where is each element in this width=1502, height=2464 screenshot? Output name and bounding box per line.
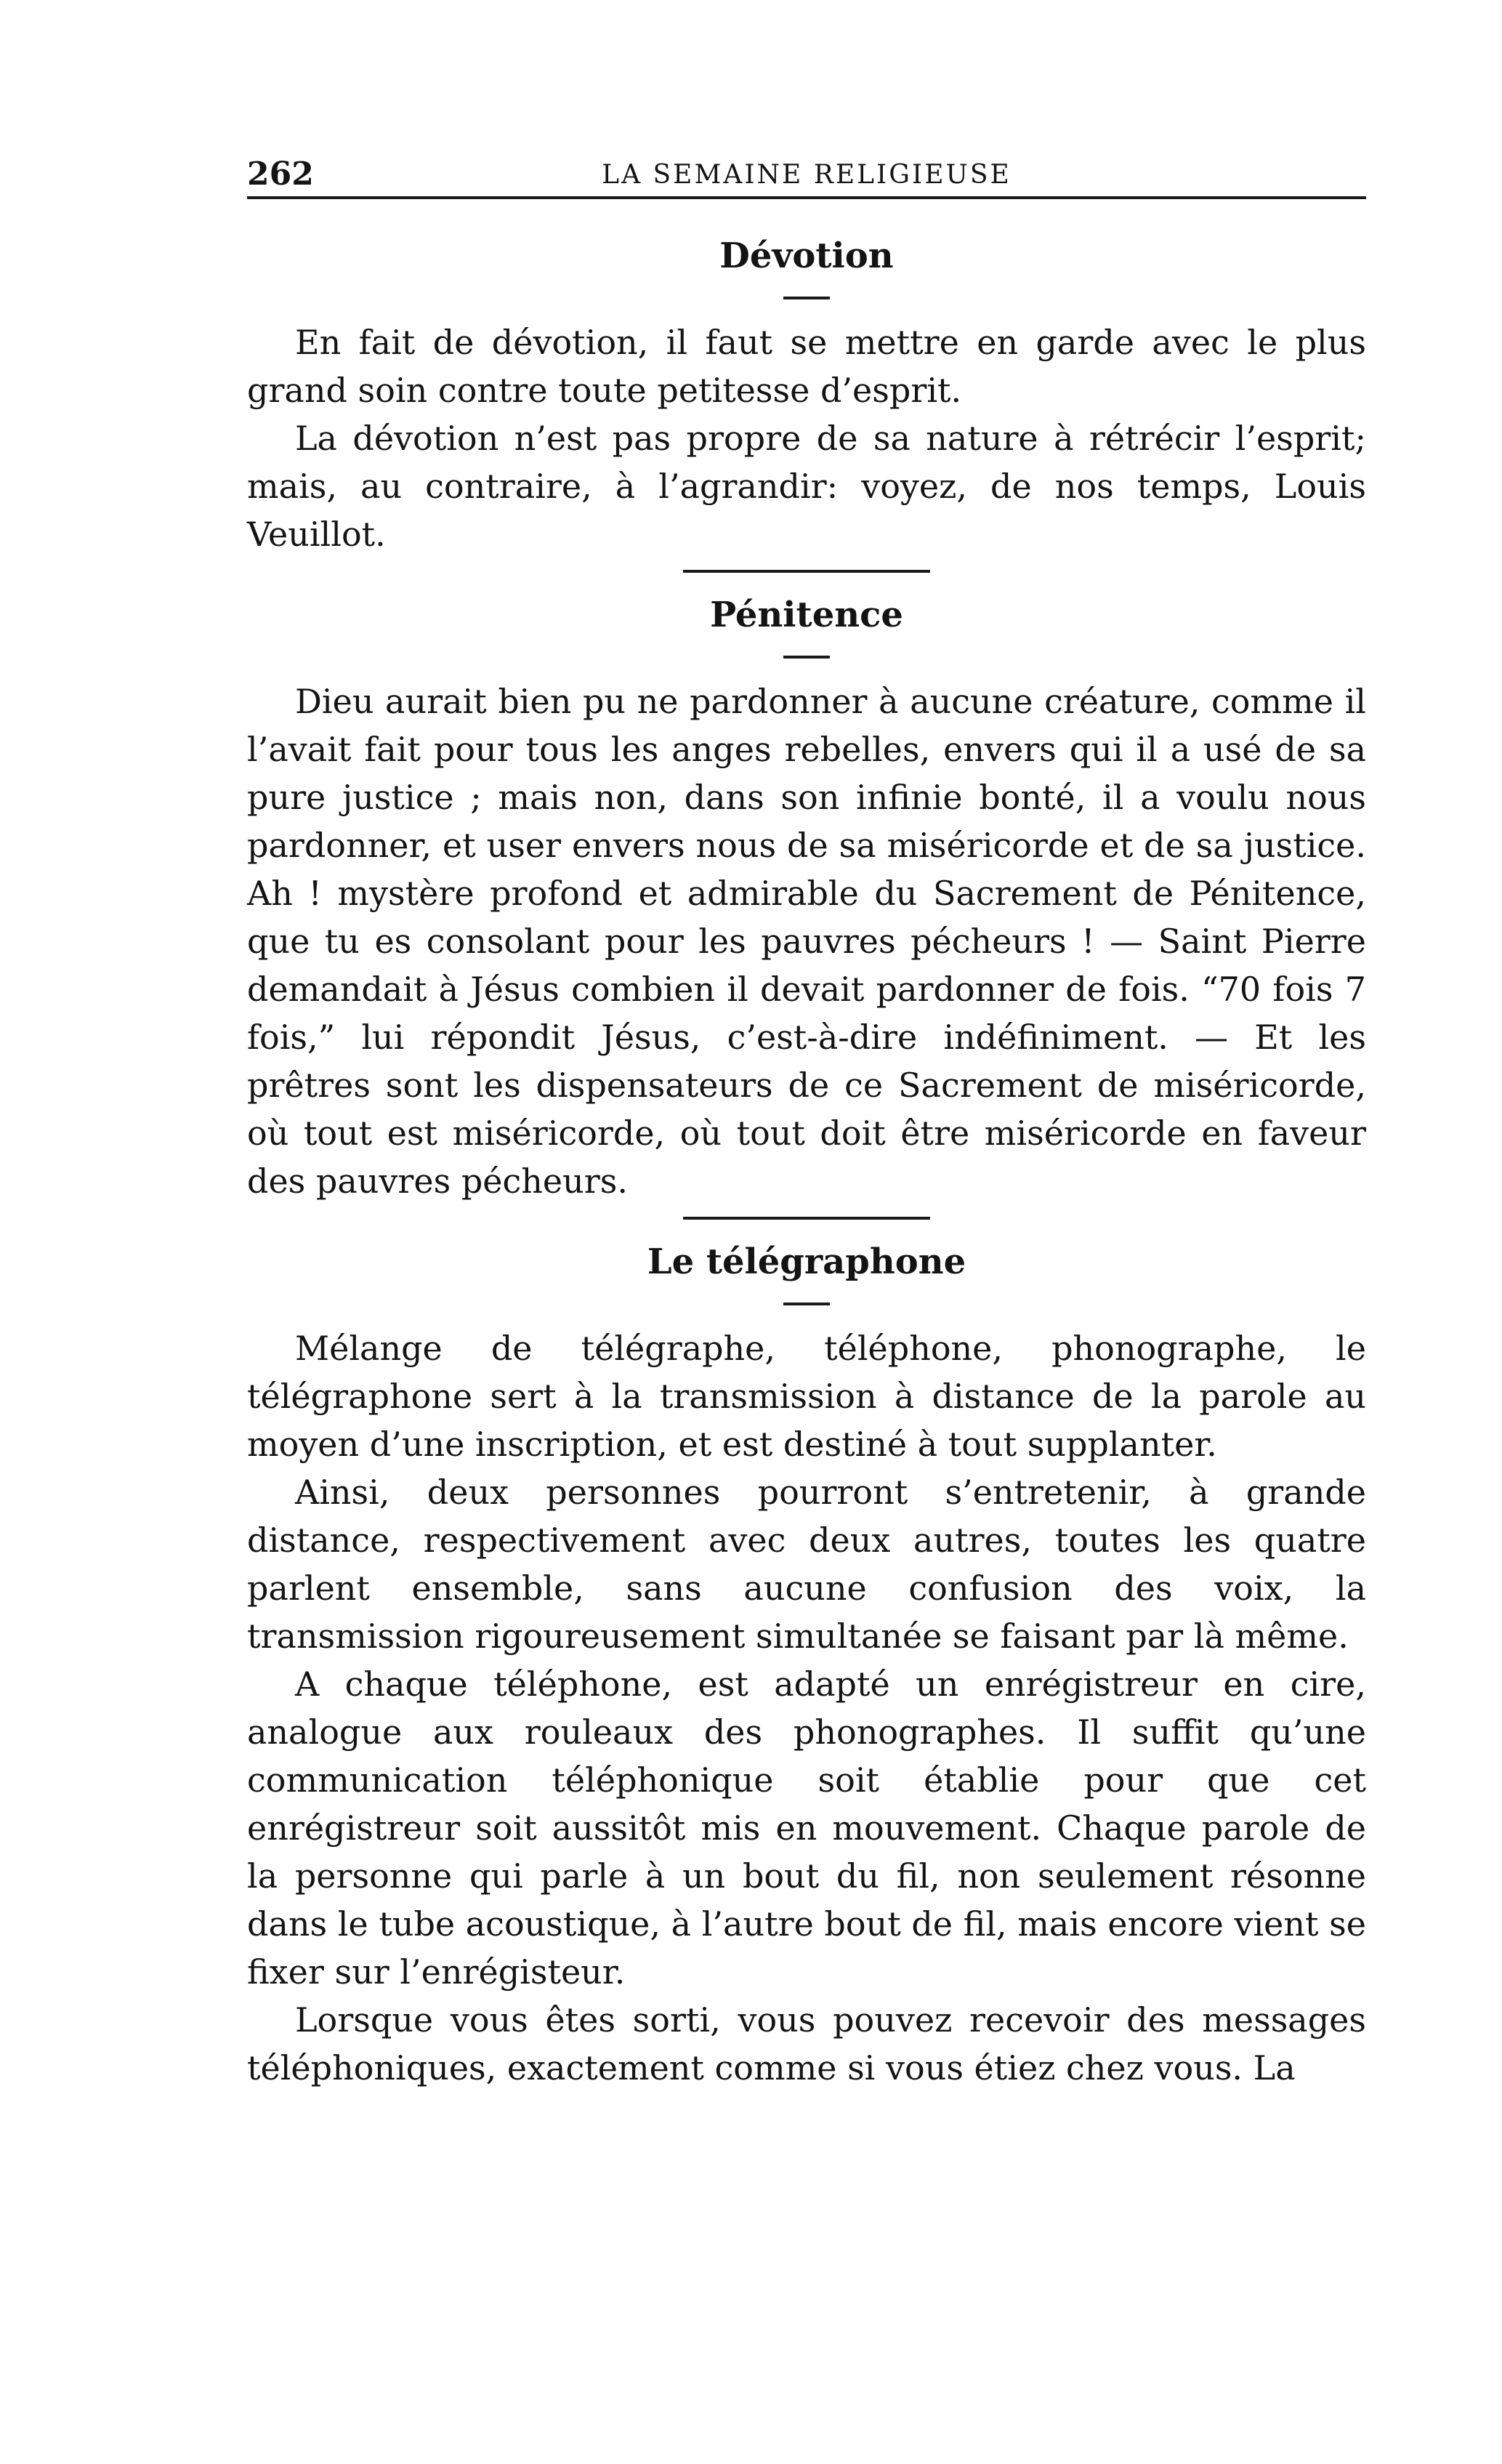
paragraph: Lorsque vous êtes sorti, vous pouvez recevoir des messages téléphoniques, exactement comme si vous étiez chez vous. La: [247, 2000, 1366, 2087]
running-head: [247, 145, 1366, 199]
title-rule: [783, 297, 830, 299]
section-title: Dévotion: [719, 235, 894, 276]
section-title: Le télégraphone: [647, 1241, 966, 1282]
section-divider: [683, 1217, 930, 1220]
paragraph: La dévotion n’est pas propre de sa nature à rétrécir l’esprit; mais, au contraire, à l’agrandir: voyez, de nos temps, Louis Veuillot.: [247, 419, 1366, 554]
page: [247, 145, 1366, 2092]
paragraph: En fait de dévotion, il faut se mettre en garde avec le plus grand soin contre toute petitesse d’esprit.: [247, 323, 1366, 410]
paragraph: Dieu aurait bien pu ne pardonner à aucune créature, comme il l’avait fait pour tous les anges rebelles, envers qui il a usé de sa pure justice ; mais non, dans son infinie bonté, il a voulu nous pardonner, et user envers nous de sa miséricorde et de sa justice. Ah ! mystère profond et admirable du Sacrement de Pénitence, que tu es consolant pour les pauvres pécheurs ! — Saint Pierre demandait à Jésus combien il devait pardonner de fois. “70 fois 7 fois,” lui répondit Jésus, c’est-à-dire indéfiniment. — Et les prêtres sont les dispensateurs de ce Sacrement de miséricorde, où tout est miséricorde, où tout doit être miséricorde en faveur des pauvres pécheurs.: [247, 682, 1366, 1201]
section-divider: [683, 570, 930, 573]
section-penitence: [247, 593, 1366, 1205]
section-title: Pénitence: [710, 595, 903, 635]
section-devotion: [247, 234, 1366, 558]
journal-title: LA SEMAINE RELIGIEUSE: [602, 160, 1012, 190]
title-rule: [783, 656, 830, 659]
page-number: 262: [247, 156, 314, 193]
paragraph: Ainsi, deux personnes pourront s’entretenir, à grande distance, respectivement avec deux autres, toutes les quatre parlent ensemble, sans aucune confusion des voix, la transmission rigoureusement simultanée se faisant par là même.: [247, 1473, 1366, 1656]
section-telegraphone: [247, 1240, 1366, 2092]
title-rule: [783, 1303, 830, 1305]
paragraph: Mélange de télégraphe, téléphone, phonographe, le télégraphone sert à la transmission à distance de la parole au moyen d’une inscription, et est destiné à tout supplanter.: [247, 1329, 1366, 1464]
paragraph: A chaque téléphone, est adapté un enrégistreur en cire, analogue aux rouleaux des phonographes. Il suffit qu’une communication téléphonique soit établie pour que cet enrégistreur soit aussitôt mis en mouvement. Chaque parole de la personne qui parle à un bout du fil, non seulement résonne dans le tube acoustique, à l’autre bout de fil, mais encore vient se fixer sur l’enrégisteur.: [247, 1664, 1366, 1992]
